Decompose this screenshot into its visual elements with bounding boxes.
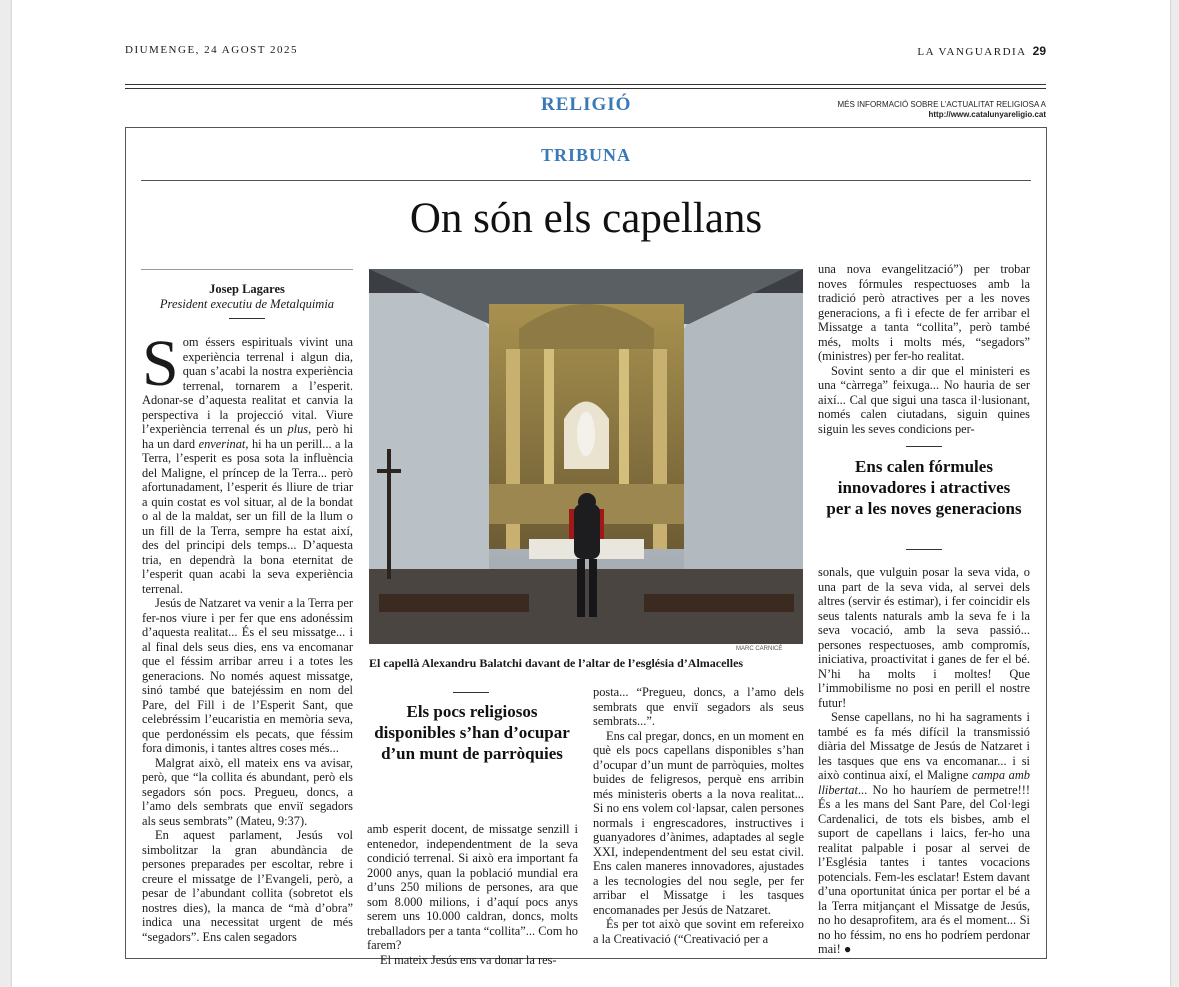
photo-credit: MARC CARNICÉ — [736, 646, 783, 652]
newspaper-name — [917, 44, 1046, 58]
column-4-bottom — [818, 565, 1030, 957]
col1-paragraph-2: Jesús de Natzaret va venir a la Terra per fer-nos viure i per fer que ens adonéssim d’aquesta realitat... És el seu missatge... i al final dels seus dies, ens va encomanar que el féssim arribar arreu i a totes les generacions. No només aquest missatge, sinó també que batejéssim en nom del Pare, del Fill i de l’Esperit Sant, que celebréssim l’eucaristia en memòria seva, que perdonéssim els pecats, que féssim fora dimonis, i tantes altres coses més... — [142, 596, 353, 755]
photo-caption: El capellà Alexandru Balatchi davant de l’altar de l’església d’Almacelles — [369, 656, 744, 670]
col3-paragraph-2: Ens cal pregar, doncs, en un moment en què els pocs capellans disponibles s’han d’ocupar d’un munt de parròquies, moltes buides de feligresos, perquè ens arribin més ministeris oberts a la nova realitat... Si no ens volem col·lapsar, calen persones normals i engrescadores, instructives i guanyadores d’ànimes, adaptades al segle XXI, independentment del seu estat civil. Ens calen maneres innovadores, ajustades a les tecnologies del nou segle, per fer arribar el Missatge i les tasques encomanades per Jesús de Natzaret. — [593, 728, 804, 917]
col4-p4-text-a: Sense capellans, no hi ha sagraments i també es fa més difícil la transmissió diària del Missatge de Jesús de Natzaret i les tasques que ens va encomanar... i si això continua així, el Maligne — [818, 710, 1030, 782]
church-altar-photo — [369, 269, 803, 644]
kicker: TRIBUNA — [540, 145, 631, 165]
more-info-text: MÉS INFORMACIÓ SOBRE L’ACTUALITAT RELIGIOSA A — [837, 100, 1046, 109]
pull-quote-2: Ens calen fórmules innovadores i atractives per a les noves generacions — [826, 457, 1022, 518]
pull-quote-2-top-rule — [906, 446, 942, 447]
more-info-link[interactable]: http://www.catalunyareligio.cat — [928, 110, 1046, 119]
col4-paragraph-4 — [818, 710, 1030, 957]
col4-p4-text-b: ... No ho hauríem de permetre!!! És a les mans del Sant Pare, del Col·legi Cardenalici, de tots els bisbes, amb el suport de capellans i laics, fer-ho una realitat palpable i posar al servei de l’Església tantes i tantes vocacions potencials. Fem-les esclatar! Estem davant d’una oportunitat única per portar el bé a la Terra mitjançant el Missatge de Jesús, no ho desaprofitem, ara és el moment... Si no ho féssim, no ens ho podríem perdonar mai! — [818, 782, 1030, 956]
author-divider — [229, 318, 265, 319]
col4-paragraph-1: una nova evangelització”) per trobar noves fórmules respectuoses amb la tradició però atractives per a les noves generacions, a fi i efecte de fer arribar el Missatge a tanta “collita”, però també més, molts i molts més, “segadors” (ministres) per fer-ho realitat. — [818, 262, 1030, 363]
column-1 — [142, 327, 353, 944]
pull-quote-1: Els pocs religiosos disponibles s’han d’ocupar d’un munt de parròquies — [374, 702, 570, 763]
col3-paragraph-1: posta... “Pregueu, doncs, a l’amo dels sembrats que enviï segadors als seus sembrats...”. — [593, 685, 804, 728]
col2-paragraph-2: El mateix Jesús ens va donar la res- — [380, 952, 557, 967]
header-double-rule — [125, 84, 1046, 89]
column-4-top — [818, 262, 1030, 436]
kicker-rule — [141, 180, 1031, 181]
col4-paragraph-2: Sovint sento a dir que el ministeri es una “càrrega” feixuga... No hauria de ser així... Cal que sigui una tasca il·lusionant, només calen ciutadans, siguin quines siguin les seves condicions per- — [818, 363, 1030, 436]
author-role: President executiu de Metalquimia — [159, 297, 335, 311]
col1-paragraph-1 — [142, 327, 353, 596]
col1-p1-italic-2: enverinat — [198, 436, 246, 451]
page-date: DIUMENGE, 24 AGOST 2025 — [125, 44, 299, 56]
author-block — [141, 282, 353, 312]
drop-cap: S — [142, 327, 179, 400]
col2-paragraph-1: amb esperit docent, de missatge senzill i entenedor, independentment de la seva condició terrenal. Si això era important fa 2000 anys, quan la població mundial era d’uns 250 milions de persones, ara que som 8.000 milions, i d’aquí pocs anys serem uns 10.000 caldran, doncs, molts treballadors per a tanta “collita”... Com ho farem? — [367, 822, 578, 952]
headline: On són els capellans — [409, 195, 763, 242]
col3-paragraph-3: És per tot això que sovint em refereixo a la Creativació (“Creativació per a — [593, 917, 804, 946]
column-3 — [593, 685, 804, 946]
col1-paragraph-4: En aquest parlament, Jesús vol simbolitzar la gran abundància de persones preparades per escoltar, rebre i creure el missatge de l’Evangeli, però, a pesar de l’abundant collita (sobretot els nostres dies), la manca de “mà d’obra” indica una necessitat urgent de més “segadors”. Ens calen segadors — [142, 828, 353, 944]
col1-p1-italic-1: plus — [287, 422, 309, 436]
col1-p1-text-c: , hi ha un perill... a la Terra, l’esperit es posa sota la influència del Maligne, el príncep de la Terra... però afortunadament, l’esperit és lliure de triar a quin costat es vol situar, al de la bondat o al de la maldat, ser un fill de la llum o un fill de la Terra, sempre ha estat així, des del principi dels temps... D’aquesta tria, en dependrà la bona eternitat de l’esperit quan acabi la seva experiència terrenal. — [142, 436, 353, 596]
author-rule — [141, 269, 353, 270]
pull-quote-2-bottom-rule — [906, 549, 942, 550]
article-box — [125, 127, 1047, 967]
photo-illustration — [369, 269, 803, 644]
author-name: Josep Lagares — [209, 282, 285, 296]
col4-paragraph-3: sonals, que vulguin posar la seva vida, o una part de la seva vida, al servei dels altres (servir és estimar), i fer coincidir els seus talents naturals amb la seva fe i la seva vocació, amb la seva passió... persones respectuoses, amb compromís, iniciativa, proactivitat i ganes de fer el bé. N’hi ha molts i moltes! Que l’immobilisme no posi en perill el nostre futur! — [818, 565, 1030, 710]
newspaper-title: LA VANGUARDIA — [917, 46, 1027, 58]
col4-p4-italic: campa amb llibertat — [818, 768, 1030, 797]
col1-p1-text: om éssers espirituals vivint una experiència terrenal i algun dia, quan s’acabi la nostra experiència terrenal, tornarem a l’esperit. Adonar-se d’aquesta realitat et canvia la perspectiva i la projecció vital. Viure l’experiència terrenal és un — [142, 335, 353, 436]
page-number: 29 — [1032, 44, 1046, 58]
col1-paragraph-3: Malgrat això, ell mateix ens va avisar, però, que “la collita és abundant, però els segadors són pocs. Pregueu, doncs, a l’amo dels sembrats que enviï segadors als seus sembrats” (Mateu, 9:37). — [142, 755, 353, 828]
col1-p1-text-b: , però hi ha un dard — [142, 422, 353, 451]
end-mark-icon: ● — [840, 942, 852, 956]
column-2 — [367, 822, 578, 967]
pull-quote-1-top-rule — [453, 692, 489, 693]
more-info — [838, 100, 1047, 120]
section-title: RELIGIÓ — [541, 94, 632, 115]
